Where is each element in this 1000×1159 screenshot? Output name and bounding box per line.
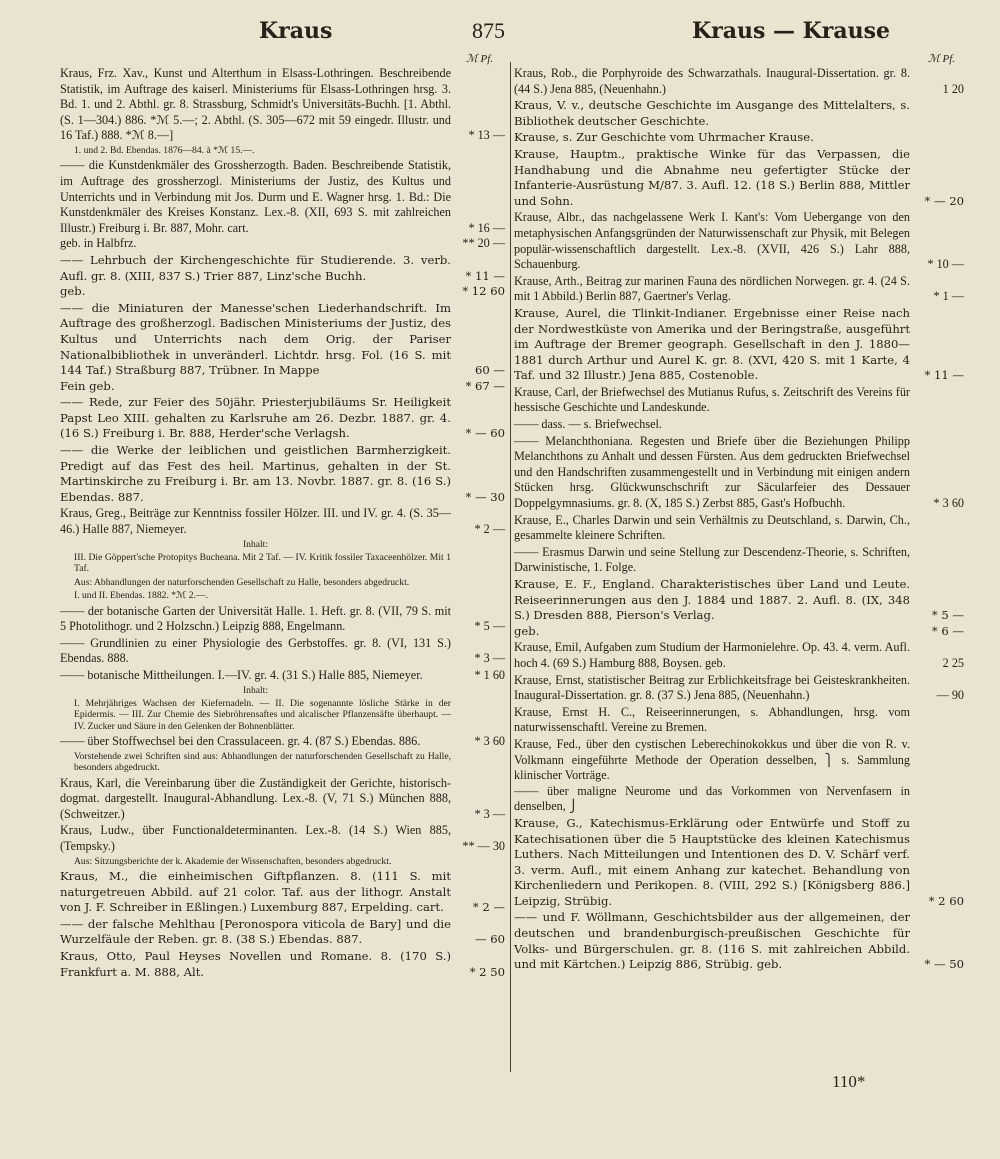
entry-text: Kraus, Otto, Paul Heyses Novellen und Romane. 8. (170 S.) Frankfurt a. M. 888, Alt. <box>60 949 451 979</box>
entry-text: Krause, Aurel, die Tlinkit-Indianer. Ergebnisse einer Reise nach der Nordwestküste von Amerika und der Beringstraße, ausgeführt im Auftrage der Bremer geograph. Gesellschaft in den J. 1880—1881 durch Arthur und Aurel K. gr. 8. (XVI, 420 S. mit 1 Karte, 4 Taf. und 32 Illustr.) Jena 885, Costenoble. <box>514 305 910 383</box>
note: Inhalt: <box>242 538 269 550</box>
catalog-entry <box>60 734 505 750</box>
entry-price: * — 50 <box>924 957 964 972</box>
entry-text: Krause, Ernst, statistischer Beitrag zur Erblichkeitsfrage bei Geisteskrankheiten. Inaugural-Dissertation. gr. 8. (37 S.) Jena 885, (Neuenhahn.) <box>514 672 910 703</box>
entry-price: * — 60 <box>465 426 505 441</box>
price-column-head-right: ℳ Pf. <box>928 53 956 65</box>
note: 1. und 2. Bd. Ebendas. 1876—84. à *ℳ 15.—. <box>74 144 255 156</box>
entry-text: Krause, s. Zur Geschichte vom Uhrmacher Krause. <box>514 130 814 145</box>
entry-price: * 16 — ** 20 — <box>462 220 505 251</box>
entry-price: 1 20 <box>942 81 964 96</box>
entry-text: Krause, G., Katechismus-Erklärung oder Entwürfe und Stoff zu Katechisationen über die 5 Hauptstücke des kleinen Katechismus Luthers. Nach Mitteilungen und Intentionen des D. V. Schärf verf. 3. verm. Aufl., mit einem Anhang zur katechet. Behandlung von Kirchenliedern und Perikopen. 8. (VIII, 292 S.) [Königsberg 886.] Leipzig, Strübig. <box>514 815 910 908</box>
entry-text: —— die Miniaturen der Manesse'schen Liederhandschrift. Im Auftrage des großherzogl. Badischen Ministeriums der Justiz, des Kultus und Unterrichts nach dem Orig. der Pariser Nationalbibliothek in unveränderl. Lichtdr. hrsg. Fol. (16 S. mit 144 Taf.) Straßburg 887, Trübner. In Mappe Fein geb. <box>60 300 451 393</box>
entry-text: —— Rede, zur Feier des 50jähr. Priesterjubiläums Sr. Heiligkeit Papst Leo XIII. gehalten zu Karlsruhe am 26. Dezbr. 1887. gr. 4. (16 S.) Freiburg i. Br. 888, Herder'sche Verlagsh. <box>60 395 451 441</box>
entry-price: * 2 50 <box>469 964 505 979</box>
entry-price: * 2 — <box>472 900 505 915</box>
catalog-entry <box>60 604 505 635</box>
entry-text: Krause, Emil, Aufgaben zum Studium der Harmonielehre. Op. 43. 4. verm. Aufl. hoch 4. (69 S.) Hamburg 888, Boysen. geb. <box>514 640 910 670</box>
entry-price: * 10 — <box>927 257 964 272</box>
entry-text: —— Erasmus Darwin und seine Stellung zur Descendenz-Theorie, s. Schriften, Darwinistische, 1. Folge. <box>514 544 910 575</box>
entry-text: —— der falsche Mehlthau [Peronospora viticola de Bary] und die Wurzelfäule der Reben. gr. 8. (38 S.) Ebendas. 887. <box>60 916 451 947</box>
entry-text: Krause, E. F., England. Charakteristisches über Land und Leute. Reiseerinnerungen aus den J. 1884 und 1887. 2. Aufl. 8. (IX, 348 S.) Dresden 888, Pierson's Verlag. geb. <box>514 577 910 638</box>
catalog-entry <box>60 253 505 300</box>
entry-price: * 2 60 <box>928 893 964 908</box>
entry-price: * 11 — <box>924 368 964 383</box>
entry-text: Krause, Ernst H. C., Reiseerinnerungen, s. Abhandlungen, hrsg. vom naturwissenschaftl. Vereine zu Bremen. <box>514 704 910 735</box>
entry-price: * 5 — * 6 — <box>931 608 964 638</box>
entry-price: * 5 — <box>474 619 505 634</box>
price-column-head-left: ℳ Pf. <box>466 53 494 65</box>
catalog-entry <box>514 98 964 129</box>
entry-price: * 11 — * 12 60 <box>462 268 505 299</box>
entry-text: Kraus, Karl, die Vereinbarung über die Zuständigkeit der Gerichte, historisch-dogmat. dargestellt. Inaugural-Abhandlung. Lex.-8. (V, 71 S.) München 888, (Schweitzer.) <box>60 775 451 821</box>
catalog-entry <box>60 776 505 823</box>
catalog-entry <box>60 869 505 916</box>
entry-text: —— Grundlinien zu einer Physiologie des Gerbstoffes. gr. 8. (VI, 131 S.) Ebendas. 888. <box>60 635 451 666</box>
entry-text: Krause, E., Charles Darwin und sein Verhältnis zu Deutschland, s. Darwin, Ch., gesammelte kleinere Schriften. <box>514 512 910 543</box>
catalog-entry <box>514 737 964 815</box>
entry-price: * — 30 <box>465 489 505 504</box>
entry-price: ** — 30 <box>462 839 505 854</box>
entry-text: —— und F. Wöllmann, Geschichtsbilder aus der allgemeinen, der deutschen und brandenburgisch-preußischen Geschichte für Volks- und Bürgerschulen. gr. 8. (116 S. mit zahlreichen Abbild. und mit Kärtchen.) Leipzig 886, Strübig. geb. <box>514 910 910 972</box>
entry-price: 60 — * 67 — <box>465 363 505 393</box>
note: I. Mehrjähriges Wachsen der Kiefernadeln. — II. Die sogenannte lösliche Stärke in der Epidermis. — III. Zur Chemie des Siebröhrensaftes und alcalischer Pflanzensäfte überhaupt. — IV. Zucker und Säure in den Gelenken der Bohnenblätter. <box>74 698 451 732</box>
note: Aus: Sitzungsberichte der k. Akademie der Wissenschaften, besonders abgedruckt. <box>74 855 392 867</box>
note: Vorstehende zwei Schriften sind aus: Abhandlungen der naturforschenden Gesellschaft zu Halle, besonders abgedruckt. <box>74 750 451 774</box>
catalog-entry <box>60 949 505 980</box>
catalog-entry <box>514 385 964 416</box>
entry-text: Krause, Hauptm., praktische Winke für das Verpassen, die Handhabung und die Abnahme neu gefertigter Stücke der Infanterie-Ausrüstung M/87. 3. Aufl. 12. (18 S.) Berlin 888, Mittler und Sohn. <box>514 146 910 208</box>
running-head-right: Kraus — Krause <box>692 18 891 44</box>
catalog-entry <box>60 506 505 537</box>
entry-price: * 3 60 <box>933 496 964 511</box>
entry-text: Kraus, Rob., die Porphyroide des Schwarzathals. Inaugural-Dissertation. gr. 8. (44 S.) Jena 885, (Neuenhahn.) <box>514 66 910 96</box>
catalog-entry <box>60 636 505 667</box>
catalog-entry <box>60 158 505 252</box>
entry-price: * 3 — <box>474 651 505 666</box>
entry-text: Krause, Arth., Beitrag zur marinen Fauna des nördlichen Norwegen. gr. 4. (24 S. mit 1 Abbild.) Berlin 887, Gaertner's Verlag. <box>514 273 910 304</box>
entry-price: — 90 <box>936 688 964 703</box>
entry-text: Kraus, M., die einheimischen Giftpflanzen. 8. (111 S. mit naturgetreuen Abbild. auf 21 color. Taf. aus der lithogr. Anstalt von J. F. Schreiber in Eßlingen.) Luxemburg 887, Erpelding. cart. <box>60 869 451 915</box>
catalog-entry <box>514 513 964 544</box>
catalog-entry <box>514 545 964 576</box>
note: III. Die Göppert'sche Protopitys Bucheana. Mit 2 Taf. — IV. Kritik fossiler Taxaceenhölzer. Mit 1 Taf. <box>74 552 451 575</box>
right-column <box>514 66 964 974</box>
left-column <box>60 66 505 981</box>
catalog-entry <box>60 66 505 144</box>
note: Inhalt: <box>242 684 269 696</box>
entry-text: Krause, Carl, der Briefwechsel des Mutianus Rufus, s. Zeitschrift des Vereins für hessische Geschichte und Landeskunde. <box>514 384 910 415</box>
entry-text: Krause, Fed., über den cystischen Leberechinokokkus und über die von R. v. Volkmann eingeführte Methode der Operation desselben, ⎫ s. Sammlung klinischer Vorträge. —— über maligne Neurome und das Vorkommen von Nervenfasern in denselben, ⎭ <box>514 736 910 814</box>
entry-text: —— botanische Mittheilungen. I.—IV. gr. 4. (31 S.) Halle 885, Niemeyer. <box>60 668 423 683</box>
entry-text: —— die Werke der leiblichen und geistlichen Barmherzigkeit. Predigt auf das Fest des heil. Martinus, gehalten in der St. Martinskirche zu Freiburg i. Br. am 13. Novbr. 1887. gr. 8. (16 S.) Ebendas. 887. <box>60 443 451 504</box>
catalog-entry <box>60 917 505 948</box>
catalog-entry <box>514 577 964 639</box>
catalog-entry <box>514 816 964 910</box>
note: Aus: Abhandlungen der naturforschenden Gesellschaft zu Halle, besonders abgedruckt. <box>74 576 410 588</box>
entry-text: Krause, Albr., das nachgelassene Werk I. Kant's: Vom Uebergange von den metaphysischen Anfangsgründen der Naturwissenschaft zur Physik, mit Belegen populär-wissenschaftlich dargestellt. Lex.-8. (XVII, 426 S.) Lahr 888, Schauenburg. <box>514 210 910 272</box>
entry-price: * — 20 <box>924 193 964 208</box>
entry-price: — 60 <box>474 932 505 947</box>
catalog-entry <box>514 306 964 384</box>
entry-price: * 3 — <box>474 806 505 821</box>
entry-price: 2 25 <box>942 655 964 670</box>
entry-text: —— die Kunstdenkmäler des Grossherzogth. Baden. Beschreibende Statistik, im Auftrage des grossherzogl. Ministeriums der Justiz, des Kultus und Unterrichts und in Verbindung mit Jos. Durm und E. Wagner hrsg. 1. Bd.: Die Kunstdenkmäler des Kreises Konstanz. Lex.-8. (XII, 693 S. mit zahlreichen Illustr.) Freiburg i. Br. 887, Mohr. cart. geb. in Halbfrz. <box>60 158 451 251</box>
catalog-entry <box>514 130 964 146</box>
entry-price: * 1 60 <box>474 668 505 683</box>
catalog-entry <box>60 301 505 395</box>
catalog-entry <box>514 66 964 97</box>
catalog-entry <box>514 640 964 671</box>
note: I. und II. Ebendas. 1882. *ℳ 2.—. <box>74 590 208 602</box>
catalog-entry <box>514 417 964 433</box>
catalog-entry <box>514 910 964 972</box>
catalog-entry <box>514 673 964 704</box>
entry-price: * 13 — <box>468 128 505 143</box>
catalog-entry <box>514 434 964 512</box>
entry-text: —— dass. — s. Briefwechsel. <box>514 417 662 432</box>
catalog-entry <box>514 274 964 305</box>
entry-text: Kraus, Frz. Xav., Kunst und Alterthum in Elsass-Lothringen. Beschreibende Statistik, im Auftrage des kaiserl. Ministeriums für Elsass-Lothringen hrsg. 3. Bd. 1. und 2. Abthl. gr. 8. Strassburg, Schmidt's Universitäts-Buchh. [1. Abthl. (S. 1—304.) 886. *ℳ 5.—; 2. Abthl. (S. 305—672 mit 59 eingedr. Illustr. und 16 Taf.) 888. *ℳ 8.—] <box>60 66 451 143</box>
catalog-entry <box>60 668 505 684</box>
entry-price: * 2 — <box>474 522 505 537</box>
signature-mark: 110* <box>832 1072 866 1091</box>
catalog-entry <box>514 147 964 209</box>
entry-text: —— der botanische Garten der Universität Halle. 1. Heft. gr. 8. (VII, 79 S. mit 5 Photolithogr. und 2 Holzschn.) Leipzig 888, Engelmann. <box>60 603 451 634</box>
page-number: 875 <box>472 18 505 43</box>
catalog-entry <box>60 443 505 505</box>
entry-price: * 1 — <box>933 289 964 304</box>
catalog-entry <box>514 705 964 736</box>
catalog-entry <box>60 823 505 854</box>
catalog-entry <box>514 210 964 272</box>
catalog-entry <box>60 395 505 442</box>
column-divider <box>510 62 511 1072</box>
entry-text: —— über Stoffwechsel bei den Crassulaceen. gr. 4. (87 S.) Ebendas. 886. <box>60 734 421 749</box>
entry-text: —— Lehrbuch der Kirchengeschichte für Studierende. 3. verb. Aufl. gr. 8. (XIII, 837 S.) Trier 887, Linz'sche Buchh. geb. <box>60 252 451 299</box>
entry-text: Kraus, V. v., deutsche Geschichte im Ausgange des Mittelalters, s. Bibliothek deutscher Geschichte. <box>514 98 910 128</box>
entry-price: * 3 60 <box>474 734 505 749</box>
entry-text: —— Melanchthoniana. Regesten und Briefe über die Beziehungen Philipp Melanchthons zu Anhalt und dessen Fürsten. Aus dem gedruckten Briefwechsel und den Handschriften zusammengestellt und in Verbindung mit einigen andern Stücken hrsg. Glückwunschschrift zur Säcularfeier des Dessauer Doppelgymnasiums. gr. 8. (X, 185 S.) Zerbst 885, Gast's Hofbuchh. <box>514 433 910 511</box>
entry-text: Kraus, Ludw., über Functionaldeterminanten. Lex.-8. (14 S.) Wien 885, (Tempsky.) <box>60 823 451 854</box>
running-head-left: Kraus <box>259 18 333 44</box>
entry-text: Kraus, Greg., Beiträge zur Kenntniss fossiler Hölzer. III. und IV. gr. 4. (S. 35—46.) Halle 887, Niemeyer. <box>60 506 451 537</box>
